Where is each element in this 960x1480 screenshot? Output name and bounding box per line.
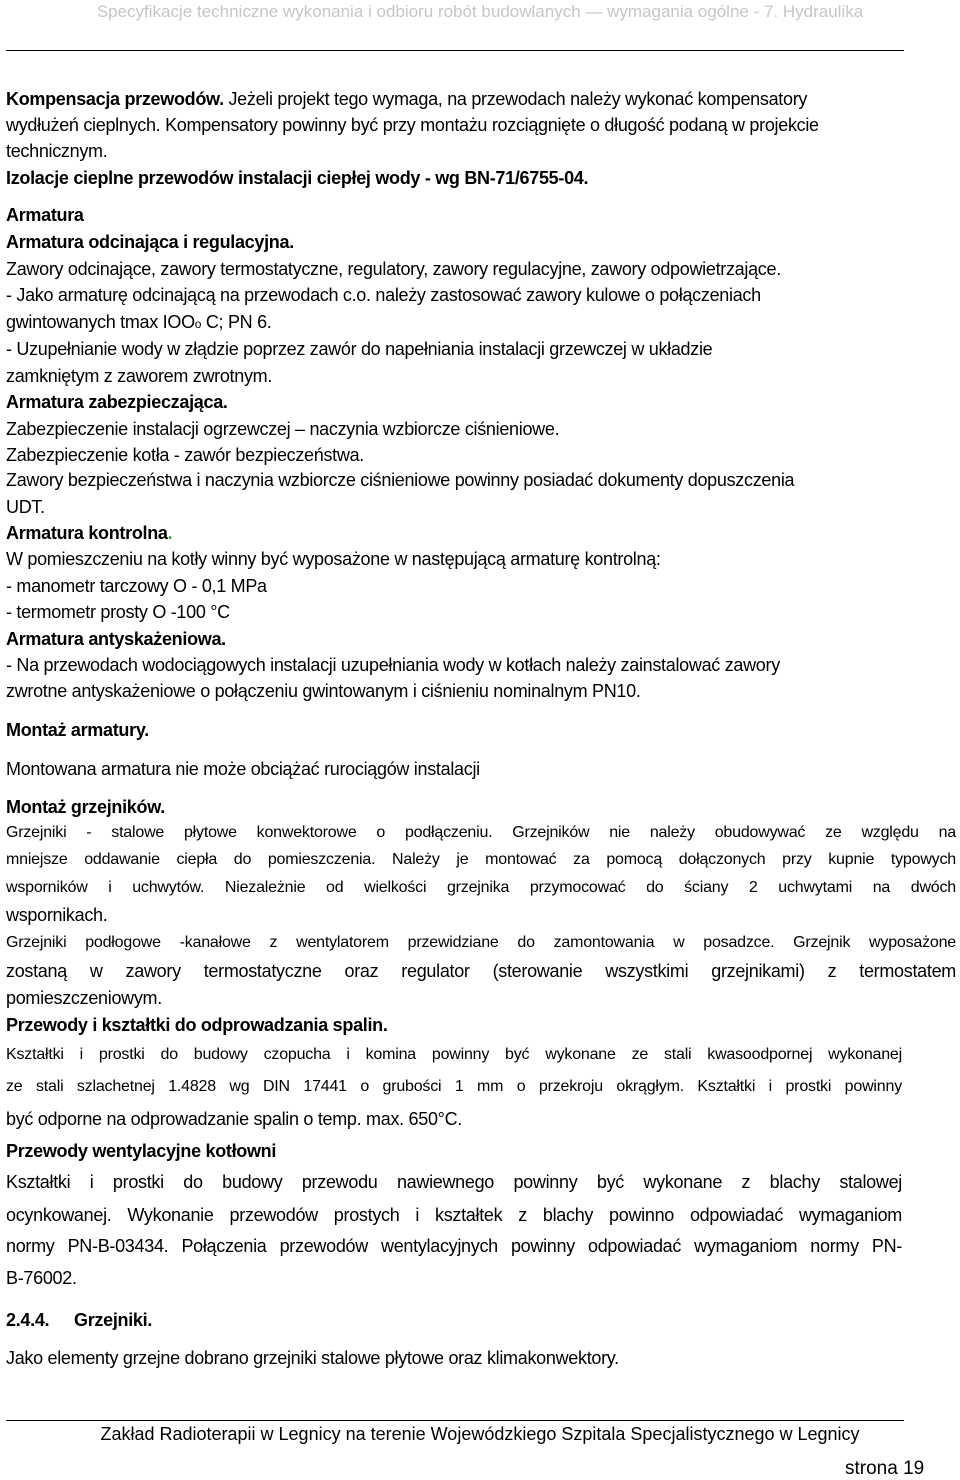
grz-line2: mniejsze oddawanie ciepła do pomieszczenia. Należy je montować za pomocą dołączonych przy kupnie typowych (6, 851, 956, 868)
grz-line5: Grzejniki podłogowe -kanałowe z wentylatorem przewidziane do zamontowania w posadzce. Grzejnik wyposażone (6, 934, 956, 951)
p1-line3: technicznym. (6, 141, 108, 161)
manometr-line: - manometr tarczowy O - 0,1 MPa (6, 576, 267, 596)
grz-line4: wspornikach. (6, 905, 108, 925)
grz-line1: Grzejniki - stalowe płytowe konwektorowe o podłączeniu. Grzejników nie należy obudowywać ze względu na (6, 824, 956, 841)
jako2-rest: C; PN 6. (201, 312, 272, 332)
page-number: strona 19 (845, 1458, 925, 1479)
header-rule (6, 50, 904, 51)
grz-line6: zostaną w zawory termostatyczne oraz regulator (sterowanie wszystkimi grzejnikami) z termostatem (6, 961, 956, 981)
section-title: Grzejniki. (74, 1310, 153, 1330)
jako-line2 (6, 311, 271, 335)
armatura-heading: Armatura (6, 205, 84, 225)
grz-line3: wsporników i uchwytów. Niezależnie od wielkości grzejnika przymocować do ściany 2 uchwytami na dwóch (6, 879, 956, 896)
p1-text1: Jeżeli projekt tego wymaga, na przewodach należy wykonać kompensatory (223, 89, 808, 109)
zawory-bezp-line2: UDT. (6, 497, 45, 517)
last-line: Jako elementy grzejne dobrano grzejniki stalowe płytowe oraz klimakonwektory. (6, 1348, 619, 1368)
kompensacja-heading: Kompensacja przewodów. (6, 89, 224, 109)
antysk-line1: - Na przewodach wodociągowych instalacji uzupełniania wody w kotłach należy zainstalować zawory (6, 655, 780, 675)
zabezp-heading: Armatura zabezpieczająca. (6, 392, 228, 412)
went-line3: normy PN-B-03434. Połączenia przewodów wentylacyjnych powinny odpowiadać wymaganiom normy PN- (6, 1236, 902, 1256)
montaz-armatury-line: Montowana armatura nie może obciążać rurociągów instalacji (6, 759, 480, 779)
went-line4: B-76002. (6, 1268, 77, 1288)
odcinajaca-heading: Armatura odcinająca i regulacyjna. (6, 232, 294, 252)
montaz-armatury-heading: Montaż armatury. (6, 720, 149, 740)
went-line1: Kształtki i prostki do budowy przewodu nawiewnego powinny być wykonane z blachy stalowej (6, 1172, 902, 1192)
kontrolna-dot: . (167, 523, 173, 543)
grz-line7: pomieszczeniowym. (6, 988, 162, 1008)
zawory-line: Zawory odcinające, zawory termostatyczne, regulatory, zawory regulacyjne, zawory odpowietrzające. (6, 259, 781, 279)
p1-line2: wydłużeń cieplnych. Kompensatory powinny być przy montażu rozciągnięte o długość podaną w projekcie (6, 115, 819, 135)
wentylacja-heading: Przewody wentylacyjne kotłowni (6, 1141, 277, 1161)
montaz-grzejnikow-heading: Montaż grzejników. (6, 797, 165, 817)
jako2-text: gwintowanych tmax IOO (6, 312, 195, 332)
zabezp-line2: Zabezpieczenie kotła - zawór bezpieczeństwa. (6, 445, 364, 465)
footer-rule (6, 1420, 904, 1421)
uzup-line2: zamkniętym z zaworem zwrotnym. (6, 366, 273, 386)
spaliny-line2: ze stali szlachetnej 1.4828 wg DIN 17441 o grubości 1 mm o przekroju okrągłym. Kształtki i prostki powinny (6, 1078, 902, 1095)
antysk-line2: zwrotne antyskażeniowe o połączeniu gwintowanym i ciśnieniu nominalnym PN10. (6, 681, 641, 701)
kontrolna-heading: Armatura kontrolna (6, 523, 168, 543)
jako-line1: - Jako armaturę odcinającą na przewodach c.o. należy zastosować zawory kulowe o połączeniach (6, 285, 761, 305)
termometr-line: - termometr prosty O -100 °C (6, 602, 230, 622)
p1-line1 (6, 88, 807, 110)
went-line2: ocynkowanej. Wykonanie przewodów prostych i kształtek z blachy powinno odpowiadać wymaganiom (6, 1205, 902, 1225)
spaliny-line1: Kształtki i prostki do budowy czopucha i komina powinny być wykonane ze stali kwasoodpornej wykonanej (6, 1046, 902, 1063)
izolacje-heading: Izolacje cieplne przewodów instalacji ciepłej wody - wg BN-71/6755-04. (6, 168, 589, 188)
spaliny-heading: Przewody i kształtki do odprowadzania spalin. (6, 1015, 388, 1035)
zabezp-line1: Zabezpieczenie instalacji ogrzewczej – naczynia wzbiorcze ciśnieniowe. (6, 419, 560, 439)
footer-text: Zakład Radioterapii w Legnicy na terenie Wojewódzkiego Szpitala Specjalistycznego w Legnicy (100, 1424, 860, 1444)
kotly-line: W pomieszczeniu na kotły winny być wyposażone w następującą armaturę kontrolną: (6, 549, 661, 569)
kontrolna-line (6, 522, 172, 544)
antysk-heading: Armatura antyskażeniowa. (6, 629, 226, 649)
uzup-line1: - Uzupełnianie wody w złądzie poprzez zawór do napełniania instalacji grzewczej w układzie (6, 339, 713, 359)
running-header: Specyfikacje techniczne wykonania i odbioru robót budowlanych — wymagania ogólne - 7. Hydraulika (96, 2, 864, 21)
zawory-bezp-line1: Zawory bezpieczeństwa i naczynia wzbiorcze ciśnieniowe powinny posiadać dokumenty dopuszczenia (6, 470, 795, 490)
spaliny-line3: być odporne na odprowadzanie spalin o temp. max. 650°C. (6, 1109, 462, 1129)
section-number: 2.4.4. (6, 1310, 50, 1330)
jako2-sub: o (194, 317, 202, 331)
